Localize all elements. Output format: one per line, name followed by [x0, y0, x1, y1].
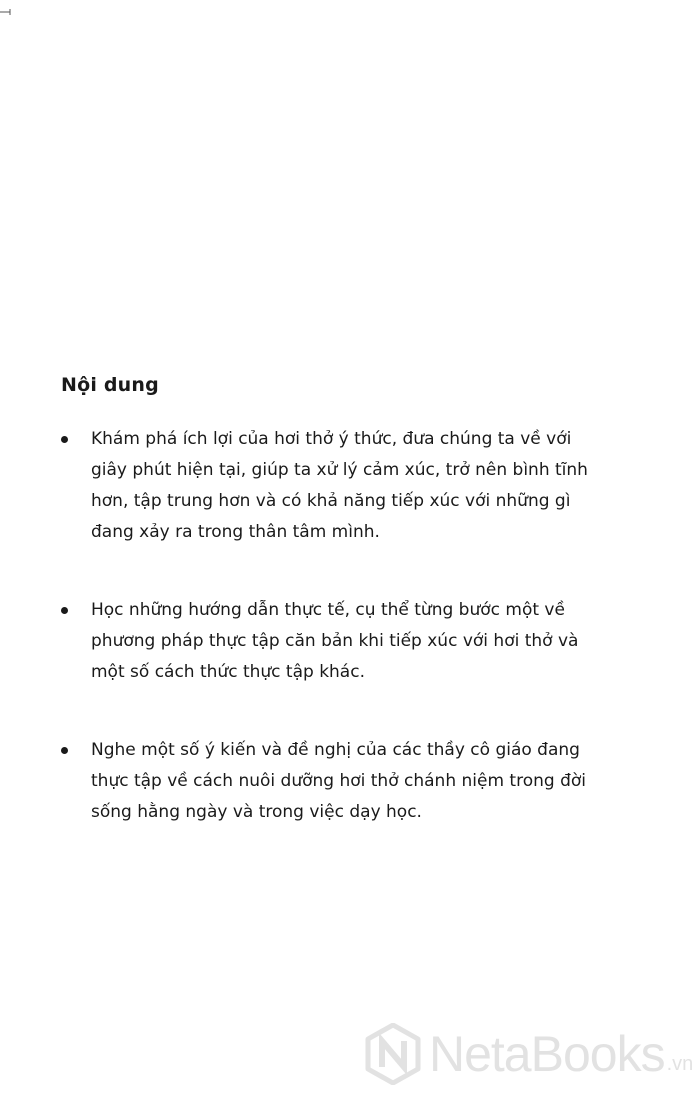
bullet-line: Khám phá ích lợi của hơi thở ý thức, đưa chúng ta về với — [91, 429, 572, 449]
bullet-item-3 — [61, 735, 651, 828]
bullet-line: Nghe một số ý kiến và đề nghị của các thầy cô giáo đang — [91, 740, 580, 760]
bullet-line: Học những hướng dẫn thực tế, cụ thể từng bước một về — [91, 600, 565, 620]
watermark-brand-text: NetaBooks — [429, 1026, 665, 1082]
bullet-line: phương pháp thực tập căn bản khi tiếp xúc với hơi thở và — [91, 631, 579, 651]
watermark-suffix-text: .vn — [666, 1053, 694, 1075]
netabooks-n-logo-icon — [365, 1023, 421, 1085]
bullet-line: một số cách thức thực tập khác. — [91, 662, 365, 682]
bullet-item-1 — [61, 424, 651, 548]
bullet-item-2 — [61, 595, 651, 688]
corner-crop-mark — [0, 8, 14, 16]
content-bullet-list — [61, 424, 651, 875]
bullet-dot-icon — [61, 607, 68, 614]
bullet-line: sống hằng ngày và trong việc dạy học. — [91, 802, 422, 822]
bullet-line: đang xảy ra trong thân tâm mình. — [91, 522, 380, 542]
bullet-line: giây phút hiện tại, giúp ta xử lý cảm xúc, trở nên bình tĩnh — [91, 460, 588, 480]
bullet-line: thực tập về cách nuôi dưỡng hơi thở chánh niệm trong đời — [91, 771, 586, 791]
bullet-dot-icon — [61, 747, 68, 754]
bullet-line: hơn, tập trung hơn và có khả năng tiếp xúc với những gì — [91, 491, 571, 511]
section-title: Nội dung — [61, 374, 159, 396]
netabooks-watermark — [365, 1022, 693, 1086]
bullet-dot-icon — [61, 436, 68, 443]
